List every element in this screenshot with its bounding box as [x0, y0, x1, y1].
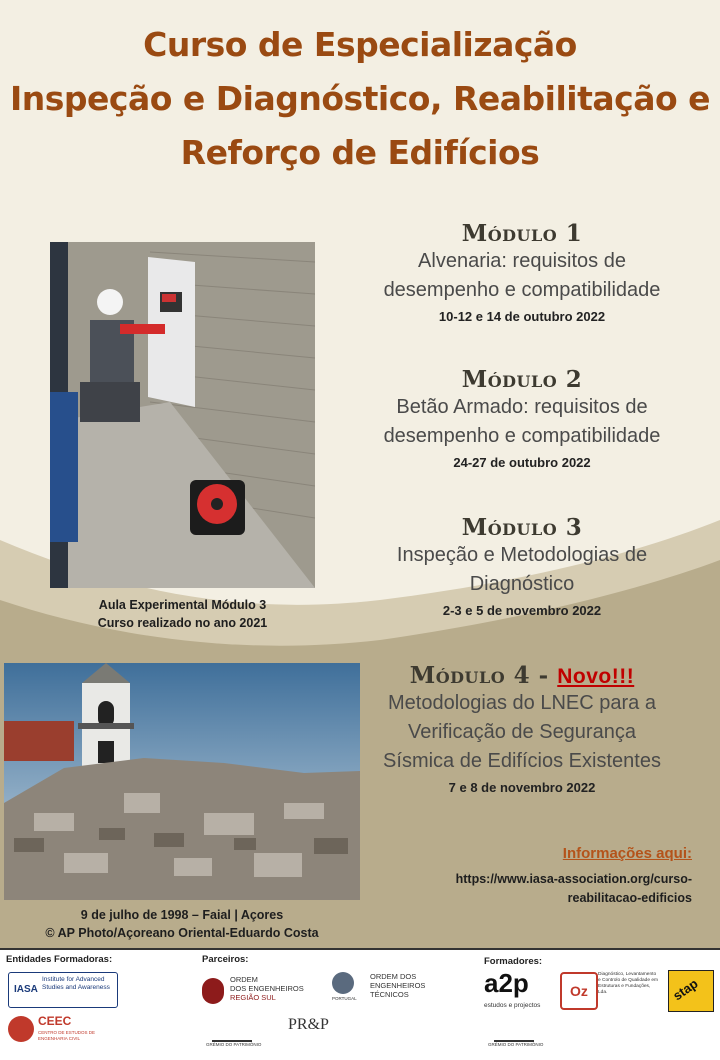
module-4-desc-line1: Metodologias do LNEC para a — [388, 692, 656, 714]
a2p-sub: estudos e projectos — [484, 1002, 541, 1009]
formadores-label: Formadores: — [484, 956, 543, 967]
gremio-name-1: GRÉMIO DO PATRIMÓNIO — [206, 1042, 262, 1047]
info-url-line2[interactable]: reabilitacao-edificios — [567, 891, 692, 905]
module-1-desc-line2: desempenho e compatibilidade — [383, 279, 661, 301]
oet-name-2: ENGENHEIROS — [370, 981, 426, 990]
module-4-date: 7 e 8 de novembro 2022 — [448, 780, 596, 795]
module-4 — [352, 662, 692, 795]
novo-badge: Novo!!! — [557, 665, 635, 688]
oet-sub: PORTUGAL — [332, 996, 357, 1001]
inspection-photo — [50, 242, 315, 588]
gremio-logo-1 — [212, 1016, 252, 1042]
module-4-desc-line2: Verificação de Segurança — [408, 721, 636, 743]
module-3-date: 2-3 e 5 de novembro 2022 — [442, 603, 602, 618]
module-1 — [352, 220, 692, 324]
module-3-desc-line1: Inspeção e Metodologias de — [396, 544, 648, 566]
info-url[interactable] — [392, 870, 692, 908]
iasa-name: Institute for Advanced Studies and Awareness — [42, 976, 110, 991]
oz-logo: Oz — [560, 972, 598, 1010]
module-4-desc-line3: Sísmica de Edifícios Existentes — [383, 750, 661, 772]
module-2-heading: Módulo 2 — [461, 366, 583, 393]
title-line-1: Curso de Especialização — [143, 25, 577, 64]
footer-logos — [0, 948, 720, 1060]
module-4-heading-text: Módulo 4 - — [409, 662, 549, 689]
info-link-label[interactable]: Informações aqui: — [562, 845, 692, 862]
oe-name-2: DOS ENGENHEIROS — [230, 984, 304, 993]
gremio-logo-2 — [494, 1018, 534, 1042]
ceec-abbr: CEEC — [38, 1014, 72, 1028]
module-2-desc-line1: Betão Armado: requisitos de — [396, 396, 648, 418]
photo2-caption-line1: 9 de julho de 1998 – Faial | Açores — [80, 908, 284, 922]
earthquake-photo — [4, 663, 360, 900]
module-2-desc-line2: desempenho e compatibilidade — [383, 425, 661, 447]
info-url-line1[interactable]: https://www.iasa-association.org/curso- — [455, 872, 692, 886]
oet-name-1: ORDEM DOS — [370, 972, 417, 981]
photo1-caption — [50, 596, 315, 632]
photo2-caption-line2: © AP Photo/Açoreano Oriental-Eduardo Costa — [45, 926, 319, 940]
title-line-2: Inspeção e Diagnóstico, Reabilitação e — [9, 79, 711, 118]
module-1-desc-line1: Alvenaria: requisitos de — [418, 250, 626, 272]
course-title — [0, 18, 720, 180]
photo2-caption — [4, 906, 360, 942]
module-4-heading — [352, 662, 692, 689]
module-3-heading: Módulo 3 — [461, 514, 583, 541]
photo1-caption-line2: Curso realizado no ano 2021 — [97, 616, 268, 630]
parceiros-label: Parceiros: — [202, 954, 249, 965]
oet-emblem — [332, 972, 354, 994]
ceec-emblem — [8, 1016, 34, 1042]
a2p-logo: a2p — [484, 968, 529, 998]
stap-text: stap — [670, 975, 701, 1004]
module-2 — [352, 366, 692, 470]
oe-name-1: ORDEM — [230, 975, 258, 984]
photo1-caption-line1: Aula Experimental Módulo 3 — [98, 598, 267, 612]
gremio-name-2: GRÉMIO DO PATRIMÓNIO — [488, 1042, 544, 1047]
module-1-date: 10-12 e 14 de outubro 2022 — [438, 309, 606, 324]
module-1-heading: Módulo 1 — [461, 220, 583, 247]
oet-name-3: TÉCNICOS — [370, 990, 409, 999]
oz-name: Diagnóstico, Levantamento e Controlo de Qualidade em Estruturas e Fundações, Lda. — [598, 972, 658, 995]
title-line-3: Reforço de Edifícios — [180, 133, 540, 172]
module-3 — [352, 514, 692, 618]
entidades-label: Entidades Formadoras: — [6, 954, 113, 965]
iasa-abbr: IASA — [14, 984, 38, 995]
prp-logo: PR&P — [288, 1016, 329, 1033]
module-3-desc-line2: Diagnóstico — [469, 573, 575, 595]
oe-emblem — [202, 978, 224, 1004]
oe-name-3: REGIÃO SUL — [230, 993, 276, 1002]
module-2-date: 24-27 de outubro 2022 — [453, 455, 591, 470]
ceec-name: CENTRO DE ESTUDOS DE ENGENHARIA CIVIL — [38, 1030, 96, 1041]
